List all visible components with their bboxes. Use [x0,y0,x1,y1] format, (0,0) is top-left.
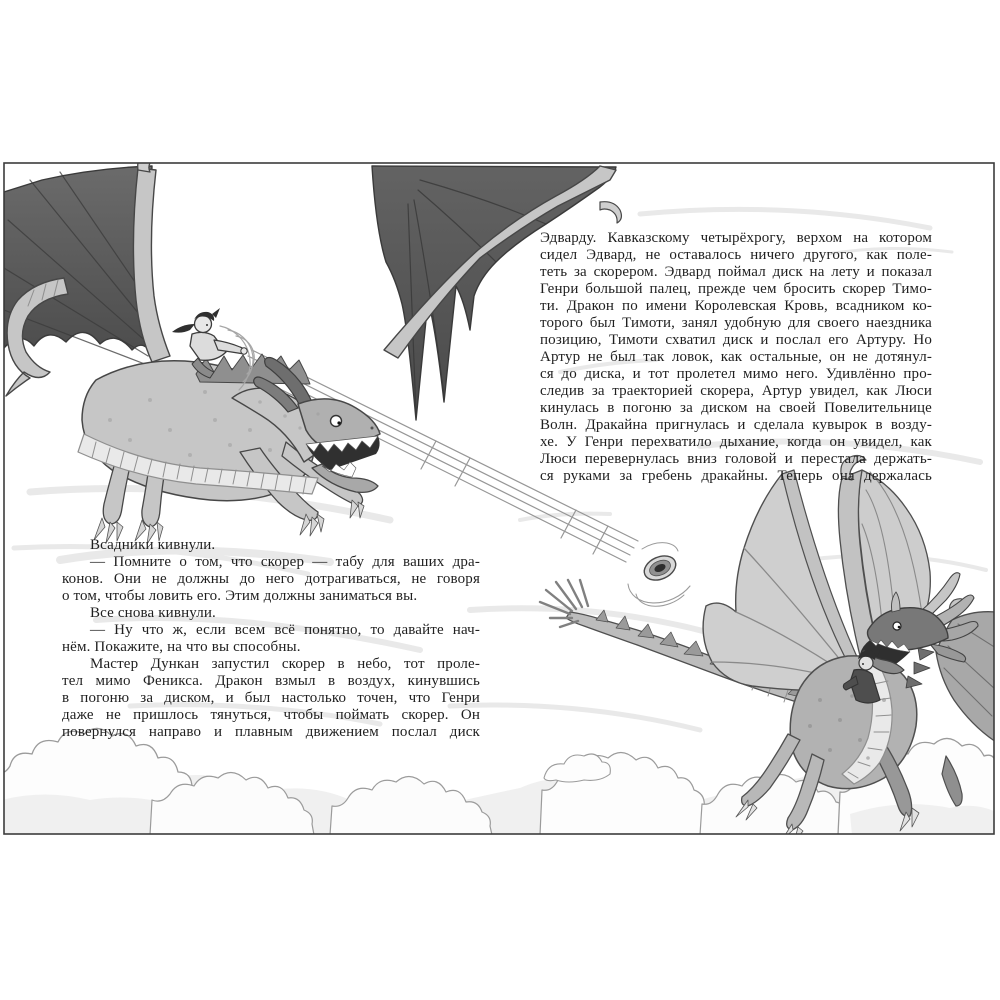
text-line: повернулся направо и плавным движением послал диск [62,724,480,740]
text-line: даже не пришлось тянуться, чтобы поймать скорер. Он [62,707,480,723]
text-line: следив за траекторией скорера, Артур увидел, как Люси [540,383,932,399]
text-line: — Ну что ж, если всем всё понятно, то давайте нач- [90,622,480,638]
text-line: Эдварду. Кавказскому четырёхрогу, верхом на котором [540,230,932,246]
text-line: ся до диска, и тот пролетел мимо него. Удивлённо про- [540,366,932,382]
left-page-text-column [62,537,480,741]
right-page-text-column [540,230,932,485]
text-line: позицию, Тимоти схватил диск и послал его Артуру. Но [540,332,932,348]
text-line: тел мимо Феникса. Дракон взмыл в воздух, кинувшись [62,673,480,689]
text-line: нём. Покажите, на что вы способны. [62,639,301,655]
text-line: о том, чтобы ловить его. Этим должны заниматься вы. [62,588,418,604]
text-line: конов. Они не должны до него дотрагиваться, не говоря [62,571,480,587]
text-line: ти. Дракон по имени Королевская Кровь, всадником ко- [540,298,932,314]
text-line: — Помните о том, что скорер — табу для ваших дра- [90,554,480,570]
text-line: Артур не был так ловок, как остальные, он не дотянул- [540,349,932,365]
text-line: хе. У Генри перехватило дыхание, когда он увидел, как [540,434,932,450]
text-line: торого был Тимоти, занял удобную для своего наездника [540,315,932,331]
text-line: Волн. Дракайна пригнулась и сделала кувырок в возду- [540,417,932,433]
text-line: Люси перевернулась вниз головой и перестала держать- [540,451,932,467]
text-line: Всадники кивнули. [90,537,216,553]
text-line: кинулась в погоню за диском на своей Повелительнице [540,400,932,416]
text-line: теть за скорером. Эдвард поймал диск на лету и показал [540,264,932,280]
text-line: сидел Эдвард, не оставалось ничего другого, как поле- [540,247,932,263]
text-line: ся руками за гребень дракайны. Теперь она держалась [540,468,932,484]
text-line: Генри большой палец, прежде чем бросить скорер Тимо- [540,281,932,297]
text-line: в погоню за диском, и был настолько точен, что Генри [62,690,480,706]
text-line: Мастер Дункан запустил скорер в небо, тот проле- [90,656,480,672]
text-line: Все снова кивнули. [90,605,216,621]
